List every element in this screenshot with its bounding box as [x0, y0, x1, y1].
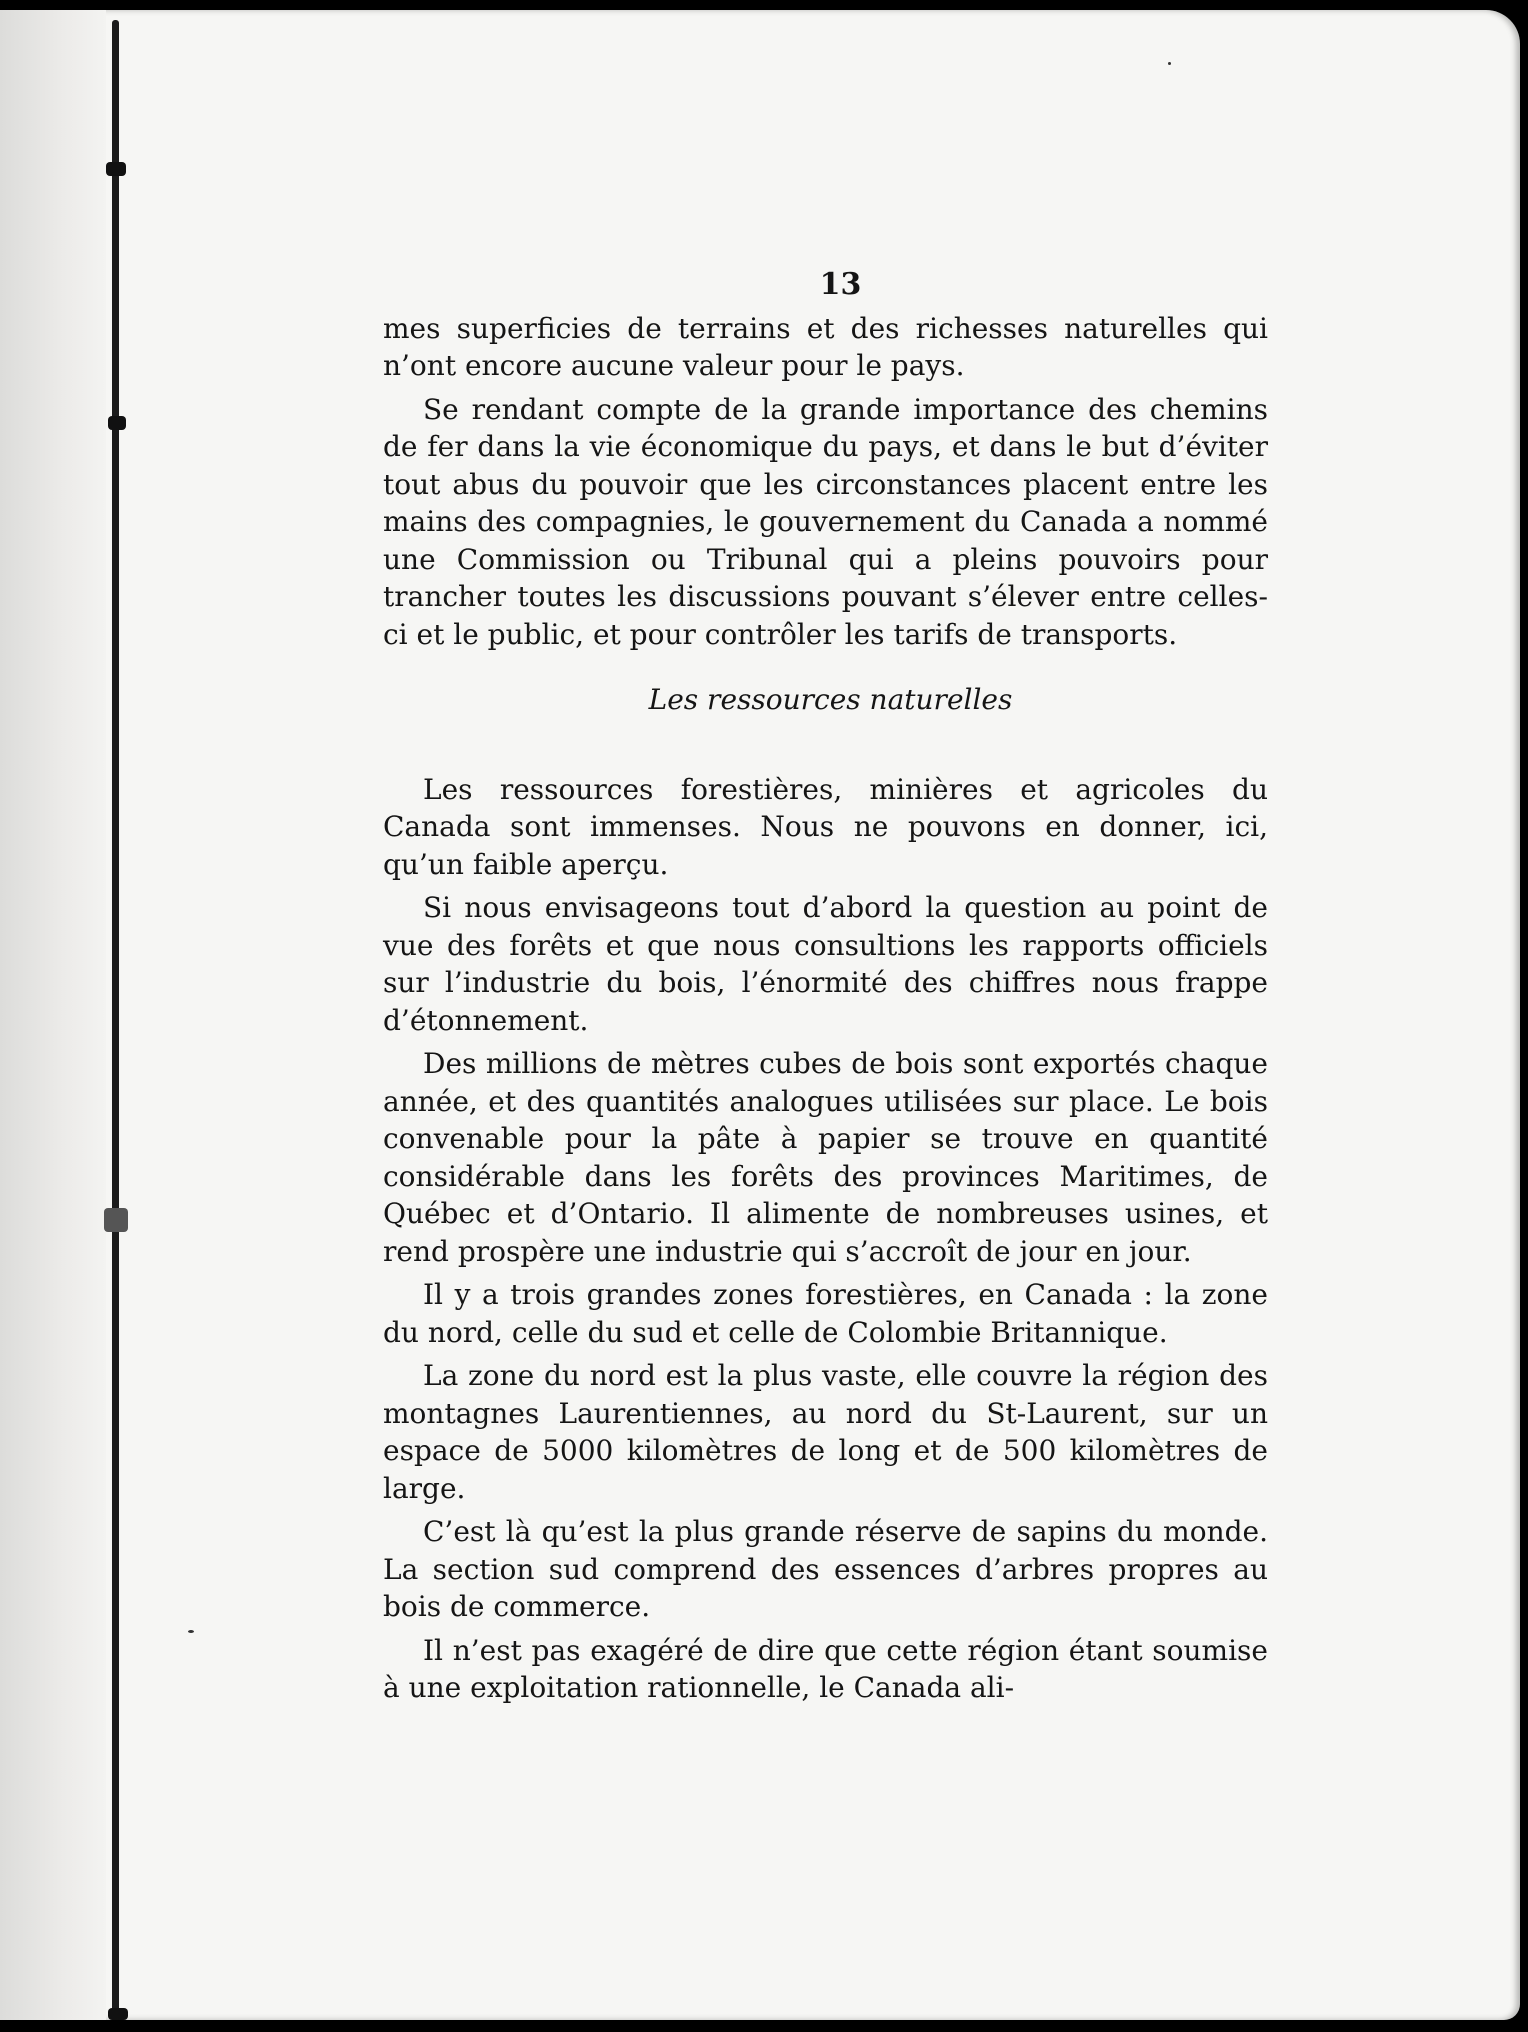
paragraph: Les ressources forestières, minières et agricoles du Canada sont immenses. Nous ne pouvons en donner, ici, qu’un faible aperçu.	[383, 772, 1268, 881]
paragraph: C’est là qu’est la plus grande réserve de sapins du monde. La section sud comprend des essences d’arbres propres au bois de commerce.	[383, 1515, 1268, 1623]
page-gutter	[0, 10, 106, 2020]
page-number: 13	[819, 267, 862, 302]
paragraph: Il n’est pas exagéré de dire que cette région étant soumise à une exploitation rationnelle, le Canada ali-	[383, 1633, 1268, 1704]
binding-spine	[112, 20, 119, 2020]
paragraph: mes superficies de terrains et des richesses naturelles qui n’ont encore aucune valeur pour le pays.	[383, 311, 1268, 382]
paragraph: Il y a trois grandes zones forestières, en Canada : la zone du nord, celle du sud et celle de Colombie Britannique.	[383, 1278, 1268, 1349]
page-text	[383, 266, 1268, 1713]
binding-mark	[104, 1208, 128, 1232]
paragraph: Si nous envisageons tout d’abord la question au point de vue des forêts et que nous consultions les rapports officiels sur l’industrie du bois, l’énormité des chiffres nous frappe d’étonnement.	[383, 891, 1268, 1037]
book-page	[0, 10, 1520, 2020]
section-heading: Les ressources naturelles	[648, 683, 1013, 716]
binding-mark	[106, 162, 126, 176]
dust-speck	[1168, 62, 1171, 65]
binding-mark	[108, 2008, 128, 2020]
paragraph: Des millions de mètres cubes de bois sont exportés chaque année, et des quantités analogues utilisées sur place. Le bois convenable pour la pâte à papier se trouve en quantité considérable dans les forêts des provinces Maritimes, de Québec et d’Ontario. Il alimente de nombreuses usines, et rend prospère une industrie qui s’accroît de jour en jour.	[383, 1047, 1268, 1268]
paragraph: La zone du nord est la plus vaste, elle couvre la région des montagnes Laurentiennes, au nord du St-Laurent, sur un espace de 5000 kilomètres de long et de 500 kilomètres de large.	[383, 1359, 1268, 1505]
paragraph: Se rendant compte de la grande importance des chemins de fer dans la vie économique du pays, et dans le but d’éviter tout abus du pouvoir que les circonstances placent entre les mains des compagnies, le gouvernement du Canada a nommé une Commission ou Tribunal qui a pleins pouvoirs pour trancher toutes les discussions pouvant s’élever entre celles-ci et le public, et pour contrôler les tarifs de transports.	[383, 392, 1268, 651]
dust-speck	[188, 1630, 194, 1633]
binding-mark	[108, 416, 126, 430]
